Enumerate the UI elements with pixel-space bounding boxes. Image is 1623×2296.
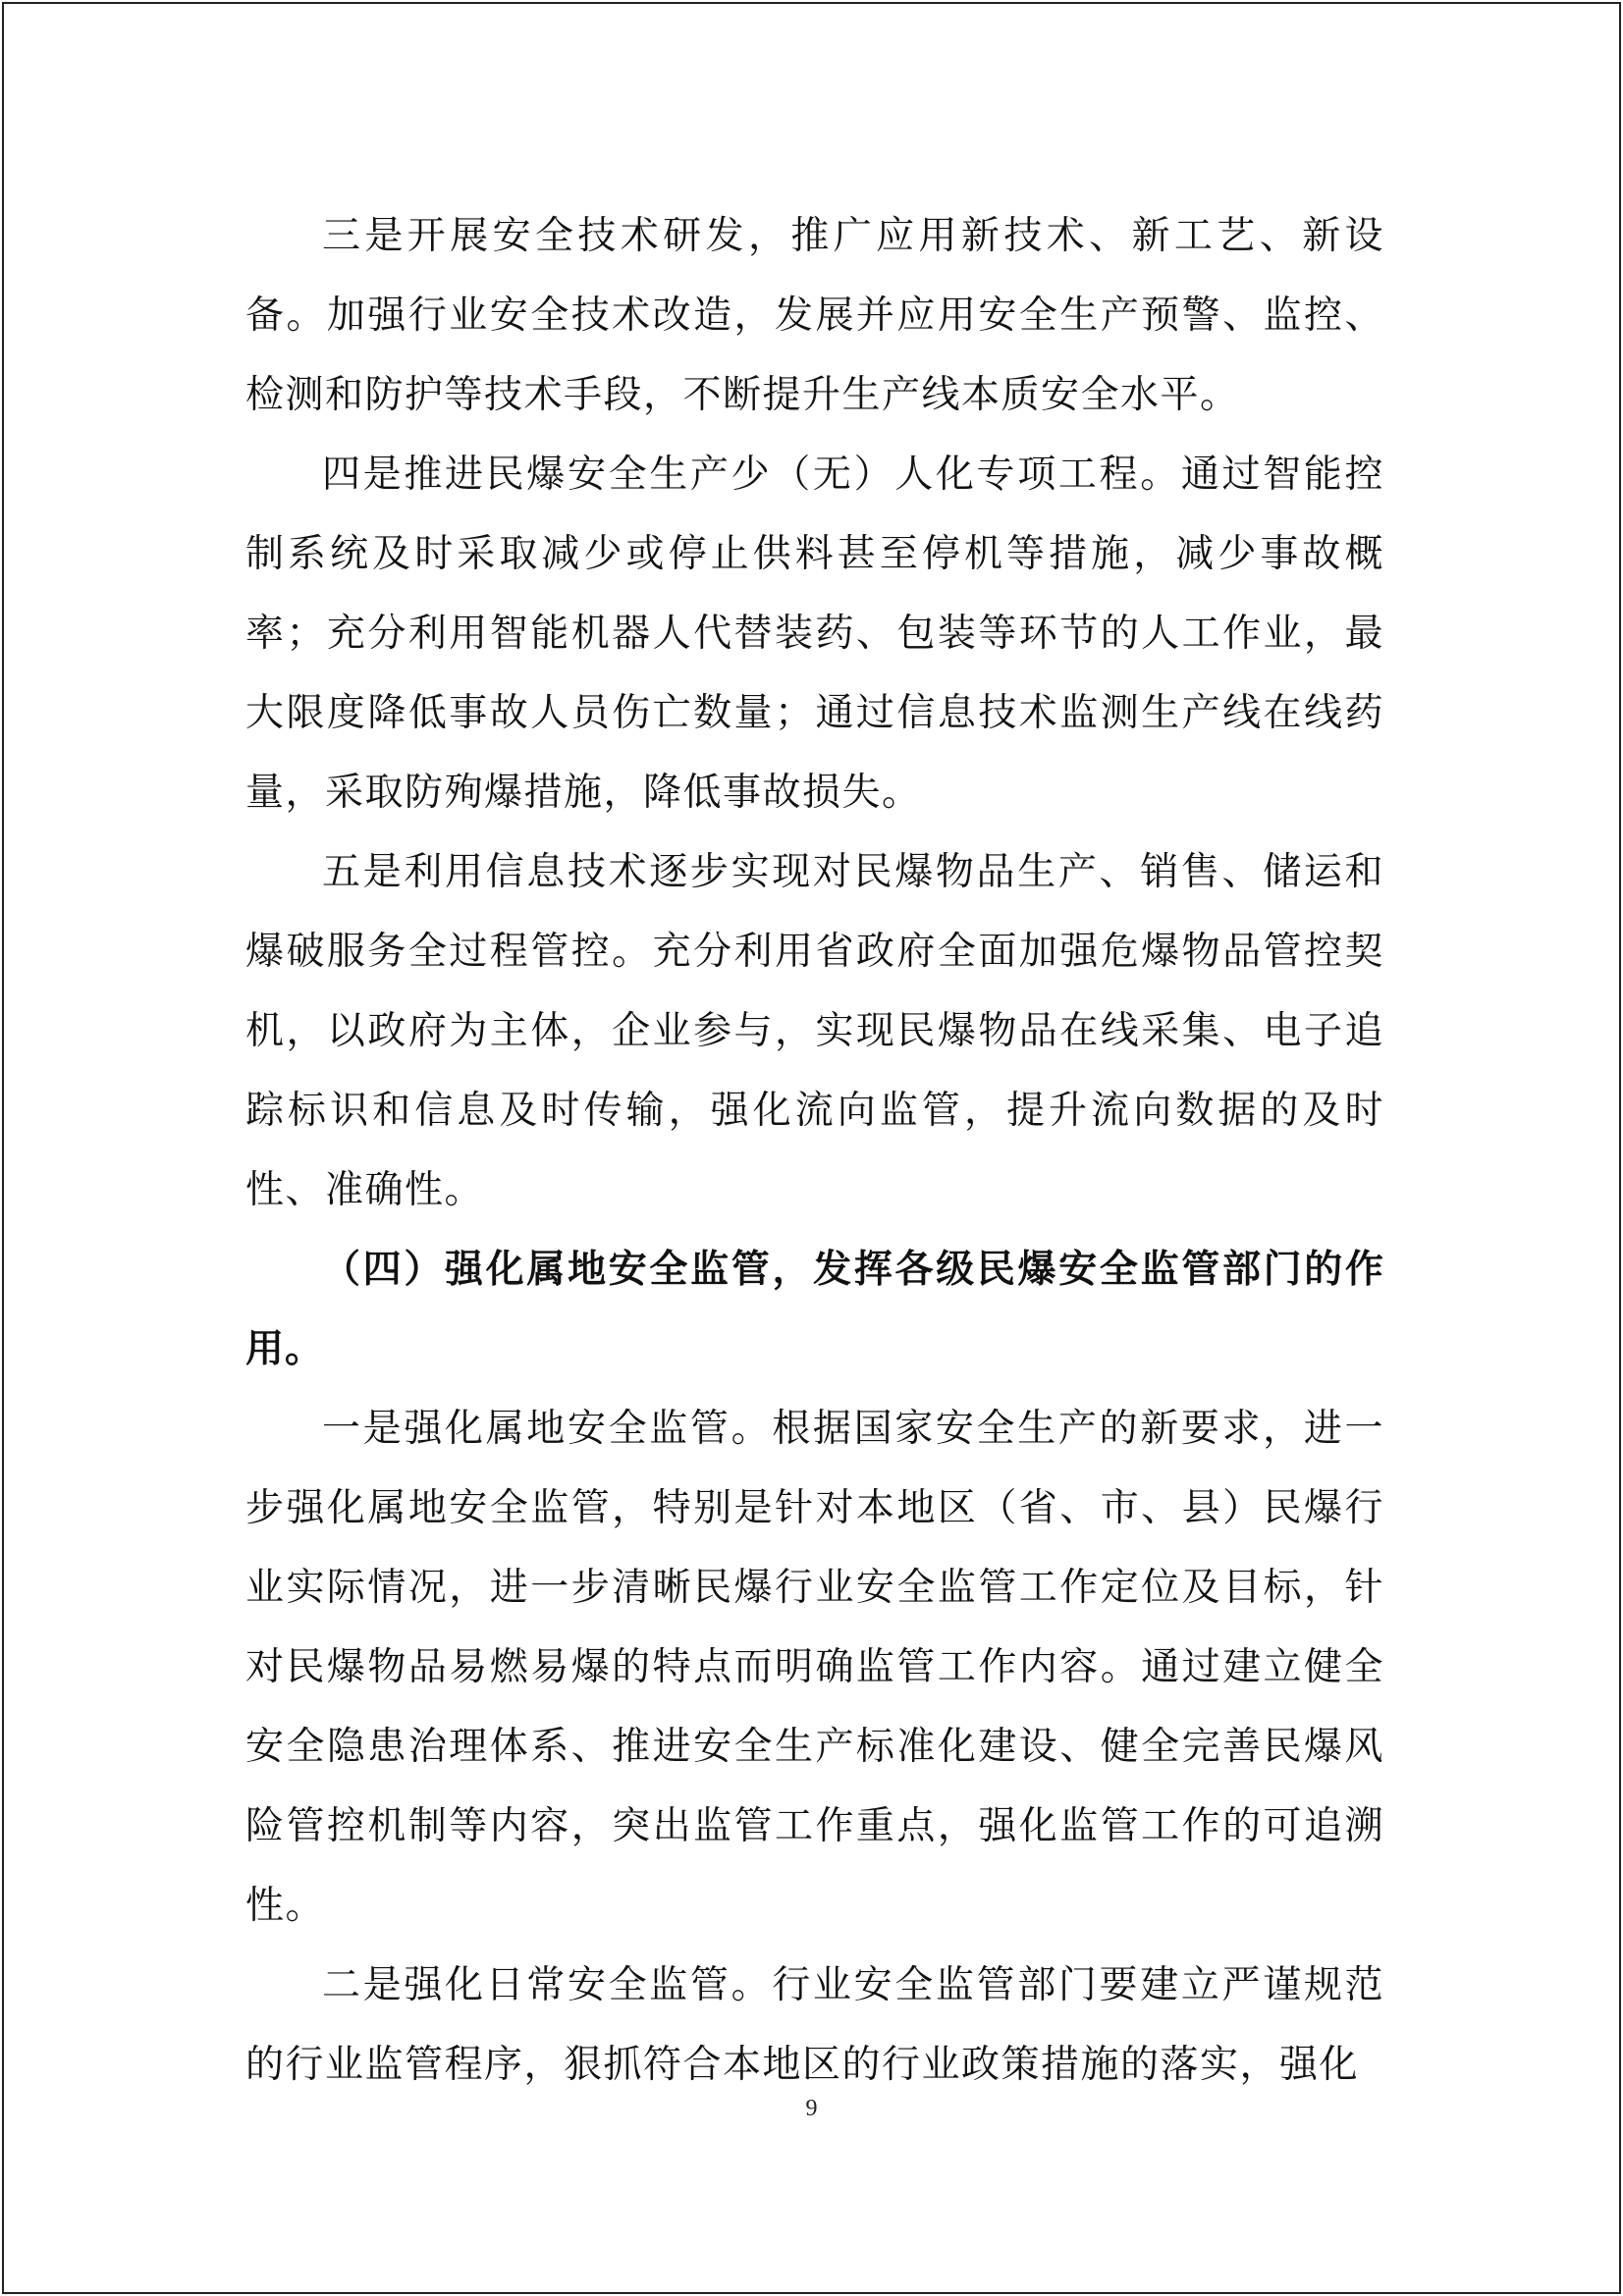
document-body — [245, 196, 1384, 2105]
section-heading-4: （四）强化属地安全监管，发挥各级民爆安全监管部门的作用。 — [245, 1248, 1384, 1371]
page-number: 9 — [805, 2096, 818, 2121]
paragraph-item-2: 二是强化日常安全监管。行业安全监管部门要建立严谨规范的行业监管程序，狠抓符合本地区的行业政策措施的落实，强化 — [245, 1963, 1384, 2087]
paragraph-item-4: 四是推进民爆安全生产少（无）人化专项工程。通过智能控制系统及时采取减少或停止供料甚至停机等措施，减少事故概率；充分利用智能机器人代替装药、包装等环节的人工作业，最大限度降低事故人员伤亡数量；通过信息技术监测生产线在线药量，采取防殉爆措施，降低事故损失。 — [245, 453, 1384, 815]
paragraph-item-3: 三是开展安全技术研发，推广应用新技术、新工艺、新设备。加强行业安全技术改造，发展并应用安全生产预警、监控、检测和防护等技术手段，不断提升生产线本质安全水平。 — [245, 214, 1384, 417]
paragraph-item-1: 一是强化属地安全监管。根据国家安全生产的新要求，进一步强化属地安全监管，特别是针对本地区（省、市、县）民爆行业实际情况，进一步清晰民爆行业安全监管工作定位及目标，针对民爆物品易燃易爆的特点而明确监管工作内容。通过建立健全安全隐患治理体系、推进安全生产标准化建设、健全完善民爆风险管控机制等内容，突出监管工作重点，强化监管工作的可追溯性。 — [245, 1407, 1384, 1928]
paragraph-item-5: 五是利用信息技术逐步实现对民爆物品生产、销售、储运和爆破服务全过程管控。充分利用省政府全面加强危爆物品管控契机，以政府为主体，企业参与，实现民爆物品在线采集、电子追踪标识和信息及时传输，强化流向监管，提升流向数据的及时性、准确性。 — [245, 850, 1384, 1212]
